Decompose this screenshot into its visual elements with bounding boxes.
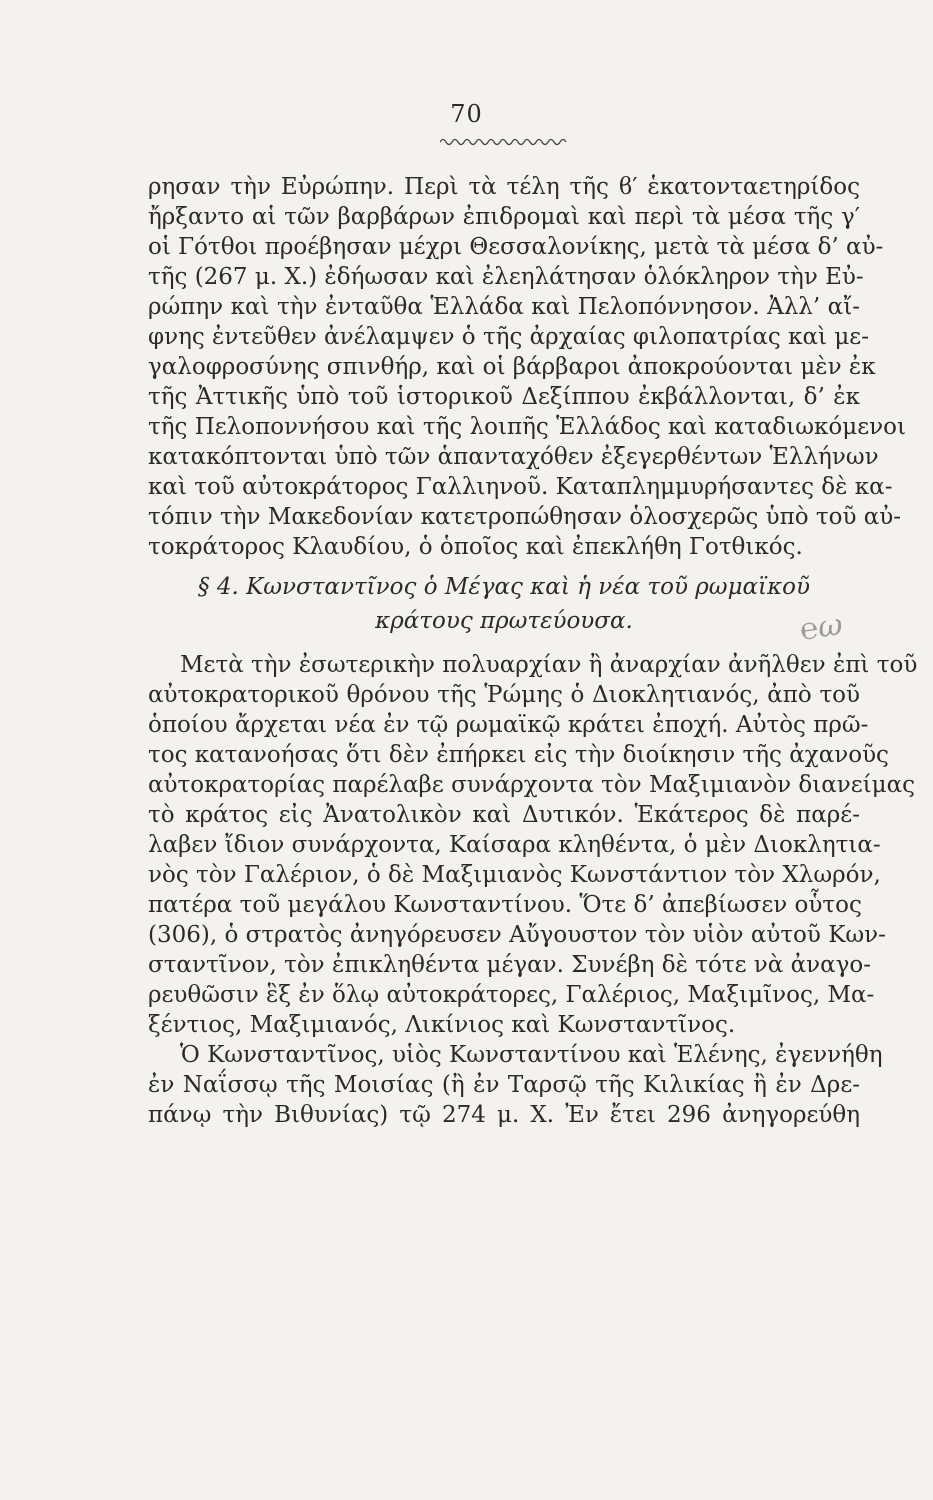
text-line: τος κατανοήσας ὅτι δὲν ἐπήρκει εἰς τὴν διοίκησιν τῆς ἀχανοῦς (148, 742, 889, 768)
section-heading-line: κράτους πρωτεύουσα. (375, 608, 633, 634)
text-line: σταντῖνον, τὸν ἐπικληθέντα μέγαν. Συνέβη δὲ τότε νὰ ἀναγο- (148, 952, 872, 978)
text-line: Ὁ Κωνσταντῖνος, υἱὸς Κωνσταντίνου καὶ Ἑλένης, ἐγεννήθη (180, 1042, 883, 1068)
handwritten-margin-mark: ℮ω (797, 607, 845, 648)
text-line: αὐτοκρατορίας παρέλαβε συνάρχοντα τὸν Μαξιμιανὸν διανείμας (148, 772, 916, 798)
text-line: φνης ἐντεῦθεν ἀνέλαμψεν ὁ τῆς ἀρχαίας φιλοπατρίας καὶ με- (148, 324, 869, 350)
text-line: Μετὰ τὴν ἐσωτερικὴν πολυαρχίαν ἢ ἀναρχίαν ἀνῆλθεν ἐπὶ τοῦ (180, 652, 918, 678)
text-line: αὐτοκρατορικοῦ θρόνου τῆς Ῥώμης ὁ Διοκλητιανός, ἀπὸ τοῦ (148, 682, 860, 708)
text-line: τῆς Πελοποννήσου καὶ τῆς λοιπῆς Ἑλλάδος καὶ καταδιωκόμενοι (148, 414, 906, 440)
text-line: (306), ὁ στρατὸς ἀνηγόρευσεν Αὔγουστον τὸν υἱὸν αὐτοῦ Κων- (148, 922, 886, 948)
text-line: ἐν Ναΐσσῳ τῆς Μοισίας (ἢ ἐν Ταρσῷ τῆς Κιλικίας ἢ ἐν Δρε- (148, 1072, 860, 1098)
body-text (148, 172, 918, 1130)
text-line: γαλοφροσύνης σπινθήρ, καὶ οἱ βάρβαροι ἀποκρούονται μὲν ἐκ (148, 354, 876, 380)
text-line: καὶ τοῦ αὐτοκράτορος Γαλλιηνοῦ. Καταπλημμυρήσαντες δὲ κα- (148, 474, 893, 500)
paragraph-2 (148, 650, 918, 1040)
section-heading-line: § 4. Κωνσταντῖνος ὁ Μέγας καὶ ἡ νέα τοῦ ρωμαϊκοῦ (198, 574, 810, 600)
text-line: λαβεν ἴδιον συνάρχοντα, Καίσαρα κληθέντα, ὁ μὲν Διοκλητια- (148, 832, 881, 858)
decorative-rule (440, 135, 570, 149)
text-line: ὁποίου ἄρχεται νέα ἐν τῷ ρωμαϊκῷ κράτει ἐποχή. Αὐτὸς πρῶ- (148, 712, 869, 738)
text-line: τὸ κράτος εἰς Ἀνατολικὸν καὶ Δυτικόν. Ἑκάτερος δὲ παρέ- (148, 802, 860, 828)
text-line: ἤρξαντο αἱ τῶν βαρβάρων ἐπιδρομαὶ καὶ περὶ τὰ μέσα τῆς γ′ (148, 204, 860, 230)
page-number: 70 (450, 100, 483, 128)
text-line: οἱ Γότθοι προέβησαν μέχρι Θεσσαλονίκης, μετὰ τὰ μέσα δ’ αὐ- (148, 234, 884, 260)
text-line: νὸς τὸν Γαλέριον, ὁ δὲ Μαξιμιανὸς Κωνστάντιον τὸν Χλωρόν, (148, 862, 881, 888)
text-line: τῆς (267 μ. Χ.) ἐδήωσαν καὶ ἐλεηλάτησαν ὁλόκληρον τὴν Εὐ- (148, 264, 864, 290)
text-line: ρευθῶσιν ἓξ ἐν ὅλῳ αὐτοκράτορες, Γαλέριος, Μαξιμῖνος, Μα- (148, 982, 875, 1008)
text-line: τόπιν τὴν Μακεδονίαν κατετροπώθησαν ὁλοσχερῶς ὑπὸ τοῦ αὐ- (148, 504, 902, 530)
section-heading (148, 572, 860, 640)
text-line: πατέρα τοῦ μεγάλου Κωνσταντίνου. Ὅτε δ’ ἀπεβίωσεν οὗτος (148, 892, 862, 918)
text-line: τοκράτορος Κλαυδίου, ὁ ὁποῖος καὶ ἐπεκλήθη Γοτθικός. (148, 534, 803, 560)
paragraph-3 (148, 1040, 883, 1130)
text-line: τῆς Ἀττικῆς ὑπὸ τοῦ ἱστορικοῦ Δεξίππου ἐκβάλλονται, δ’ ἐκ (148, 384, 860, 410)
text-line: πάνῳ τὴν Βιθυνίας) τῷ 274 μ. Χ. Ἐν ἔτει 296 ἀνηγορεύθη (148, 1102, 860, 1128)
text-line: ξέντιος, Μαξιμιανός, Λικίνιος καὶ Κωνσταντῖνος. (148, 1012, 736, 1038)
text-line: ρώπην καὶ τὴν ἐνταῦθα Ἑλλάδα καὶ Πελοπόννησον. Ἀλλ’ αἴ- (148, 294, 860, 320)
text-line: ρησαν τὴν Εὐρώπην. Περὶ τὰ τέλη τῆς ϐ′ ἑκατονταετηρίδος (148, 174, 860, 200)
paragraph-1 (148, 172, 906, 562)
text-line: κατακόπτονται ὑπὸ τῶν ἁπανταχόθεν ἐξεγερθέντων Ἑλλήνων (148, 444, 879, 470)
